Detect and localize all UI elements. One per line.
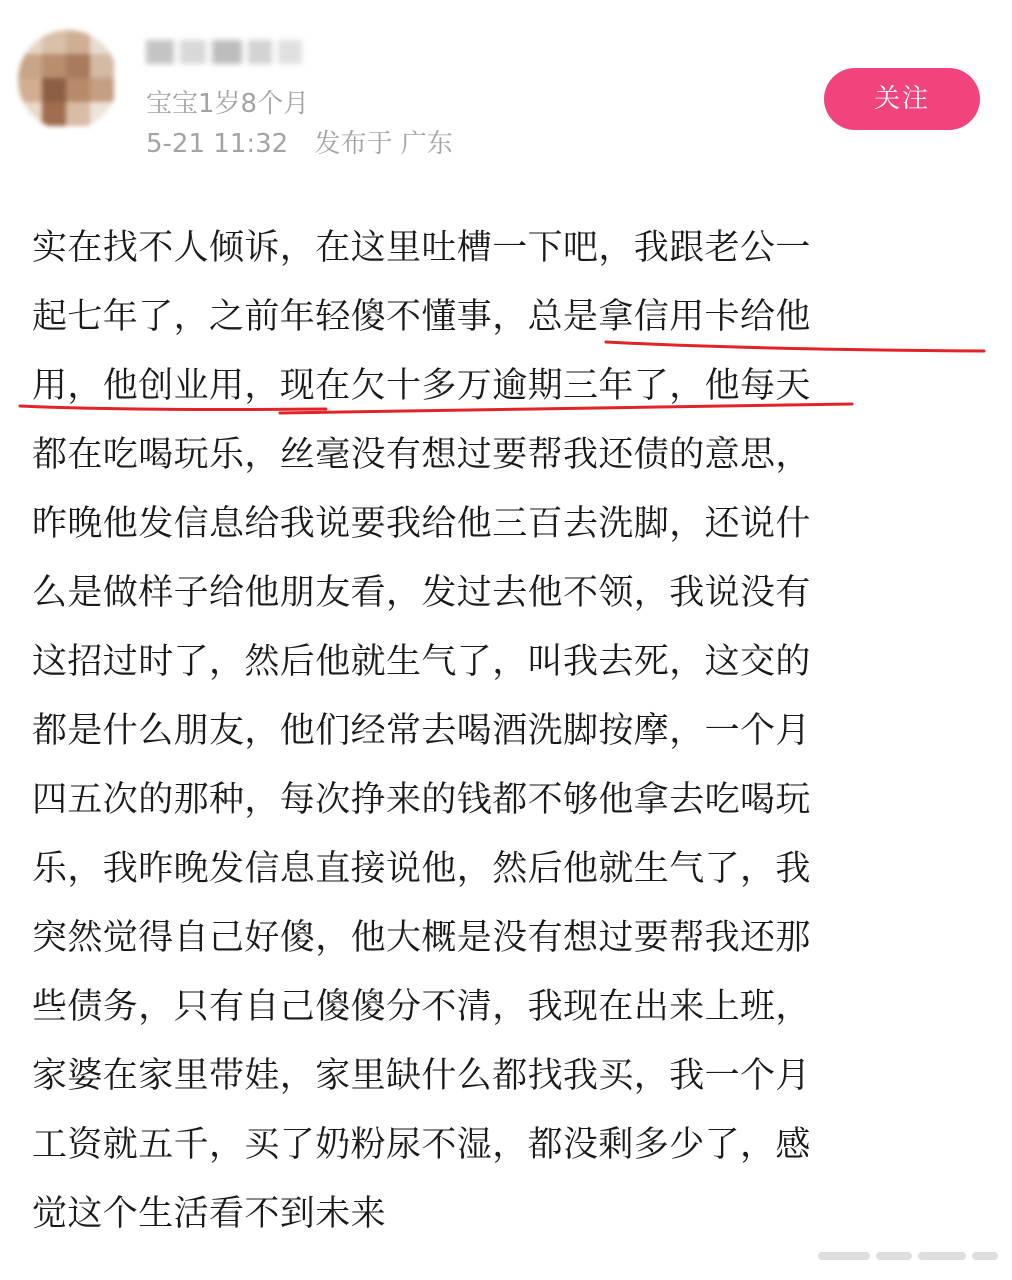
post-line: 都在吃喝玩乐，丝毫没有想过要帮我还债的意思， — [32, 435, 811, 475]
follow-button[interactable]: 关注 — [824, 68, 980, 130]
username-redacted[interactable] — [146, 34, 304, 72]
post-line: 家婆在家里带娃，家里缺什么都找我买，我一个月 — [32, 1056, 811, 1096]
post-line: 些债务，只有自己傻傻分不清，我现在出来上班， — [32, 987, 811, 1027]
post-line: 用，他创业用，现在欠十多万逾期三年了，他每天 — [32, 366, 811, 406]
avatar[interactable] — [18, 30, 118, 130]
post-line: 都是什么朋友，他们经常去喝酒洗脚按摩，一个月 — [32, 711, 811, 751]
watermark-redacted — [818, 1246, 1002, 1266]
post-line: 这招过时了，然后他就生气了，叫我去死，这交的 — [32, 642, 811, 682]
post-line: 四五次的那种，每次挣来的钱都不够他拿去吃喝玩 — [32, 780, 811, 820]
post-line: 昨晚他发信息给我说要我给他三百去洗脚，还说什 — [32, 504, 811, 544]
post-time: 5-21 11:32 — [146, 129, 289, 159]
post-body — [32, 214, 982, 1254]
post-line: 突然觉得自己好傻，他大概是没有想过要帮我还那 — [32, 918, 811, 958]
post-line: 起七年了，之前年轻傻不懂事，总是拿信用卡给他 — [32, 297, 811, 337]
post-line: 觉这个生活看不到未来 — [32, 1194, 387, 1234]
post-line: 乐，我昨晚发信息直接说他，然后他就生气了，我 — [32, 849, 811, 889]
post-line: 实在找不人倾诉，在这里吐槽一下吧，我跟老公一 — [32, 228, 811, 268]
post-line: 么是做样子给他朋友看，发过去他不领，我说没有 — [32, 573, 811, 613]
post-location: 发布于 广东 — [314, 129, 453, 159]
baby-age-label: 宝宝1岁8个月 — [146, 89, 310, 119]
post-line: 工资就五千，买了奶粉尿不湿，都没剩多少了，感 — [32, 1125, 811, 1165]
post-meta — [146, 124, 453, 164]
post-header — [0, 0, 1012, 190]
